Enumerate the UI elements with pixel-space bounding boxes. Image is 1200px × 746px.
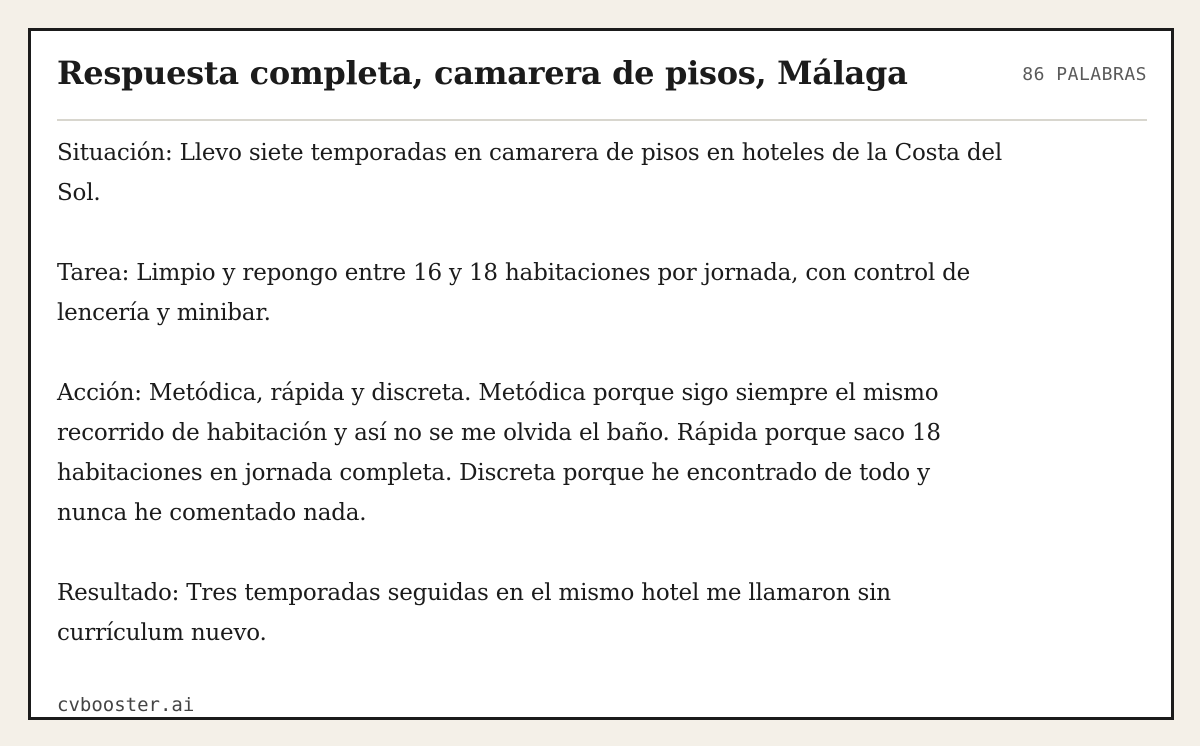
answer-card — [28, 28, 1174, 720]
paragraph-situacion: Situación: Llevo siete temporadas en camarera de pisos en hoteles de la Costa del Sol. — [57, 140, 1002, 206]
card-header — [57, 31, 1147, 121]
answer-body — [57, 133, 1002, 693]
paragraph-accion: Acción: Metódica, rápida y discreta. Metódica porque sigo siempre el mismo recorrido de habitación y así no se me olvida el baño. Rápida porque saco 18 habitaciones en jornada completa. Discreta porque he encontrado de todo y nunca he comentado nada. — [57, 380, 941, 526]
card-title: Respuesta completa, camarera de pisos, Málaga — [57, 54, 908, 92]
paragraph-tarea: Tarea: Limpio y repongo entre 16 y 18 habitaciones por jornada, con control de lencería y minibar. — [57, 260, 971, 326]
paragraph-resultado: Resultado: Tres temporadas seguidas en el mismo hotel me llamaron sin currículum nuevo. — [57, 580, 891, 646]
footer-brand: cvbooster.ai — [57, 694, 195, 716]
word-count-badge: 86 PALABRAS — [1022, 64, 1147, 85]
